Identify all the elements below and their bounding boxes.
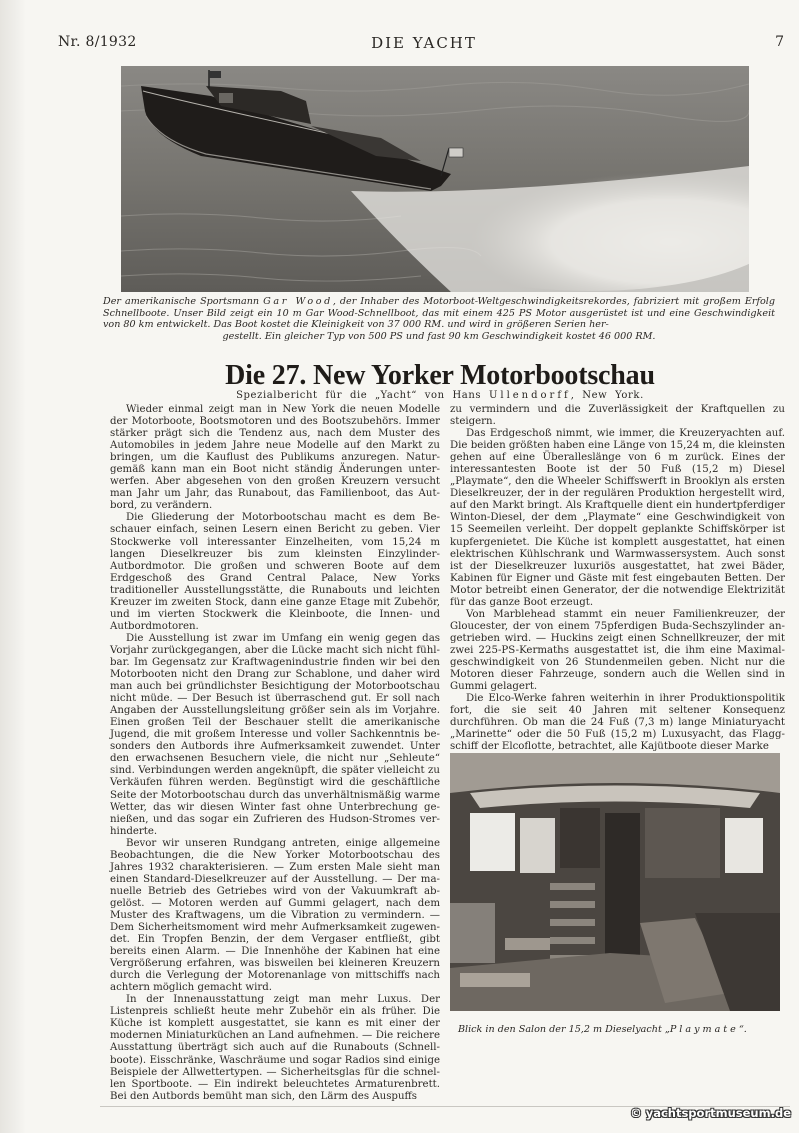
cabinet xyxy=(560,808,600,868)
issue-number: Nr. 8/1932 xyxy=(58,34,137,50)
article-subtitle xyxy=(100,390,780,401)
salon-photo-illustration xyxy=(450,753,780,1011)
page-number: 7 xyxy=(775,34,784,50)
salon-caption xyxy=(458,1024,778,1035)
salon-photo xyxy=(450,753,780,1011)
paragraph: In der Innenausstattung zeigt man mehr Luxus. Der Listenpreis schließt heute mehr Zubehör ein als früher. Die Küche ist komplett ausgestattet, sie kann es mit einer der modernen Miniaturküchen an Land aufnehmen. — Die reichere Ausstattung überträgt sich auch auf die Runabouts (Schnellboote). Eisschränke, Waschräume und sogar Radios sind einige Beispiele der Allwettertypen. — Sicherheitsglas für die schnellen Sportboote. — Ein indirekt beleuchtetes Armaturenbrett. Bei den Autbords bemüht man sich, den Lärm des Auspuffs xyxy=(110,994,440,1102)
window-right xyxy=(725,818,763,873)
yacht-name: Playmate xyxy=(669,1024,739,1035)
salon-caption-prefix: Blick in den Salon der 15,2 m Dieselyacht „ xyxy=(458,1024,670,1035)
paragraph: Das Erdgeschoß nimmt, wie immer, die Kreuzeryachten auf. Die beiden größten haben eine Länge von 15,24 m, die kleinsten gehen auf eine Überalleslänge von 6 m zurück. Eines der interessantesten Boote ist der 50 Fuß (15,2 m) Diesel „Playmate“, den die Wheeler Schiffswerft in Brooklyn als ersten Dieselkreuzer, der in der regulären Produktion hergestellt wird, auf den Markt bringt. Als Kraftquelle dient ein hundertpferdiger Winton-Diesel, der dem „Playmate“ eine Geschwindigkeit von 15 Seemeilen verleiht. Der doppelt geplankte Schiffskörper ist kupfergenietet. Die Küche ist komplett ausgestattet, hat einen elektrischen Kühlschrank und Warmwassersystem. Auch sonst ist der Dieselkreuzer luxuriös ausgestattet, hat zwei Bäder, Kabinen für Eigner und Gäste mit fest eingebauten Betten. Der Motor betreibt einen Generator, der die notwendige Elektrizität für das ganze Boot erzeugt. xyxy=(450,428,785,608)
subtitle-suffix: , New York. xyxy=(570,390,644,401)
article-title: Die 27. New Yorker Motorbootschau xyxy=(225,360,655,391)
paneled-wall xyxy=(645,808,720,878)
article-column-right xyxy=(450,404,785,753)
window-left-2 xyxy=(520,818,555,873)
paragraph: Die Gliederung der Motorbootschau macht es dem Beschauer einfach, seinen Lesern einen Bericht zu geben. Vier Stockwerke voll interessanter Einzelheiten, vom 15,24 m langen Dieselkreuzer bis zum kleinsten Einzylinder-Autbordmotor. Die großen und schweren Boote auf dem Erdgeschoß des Grand Central Palace, New Yorks traditioneller Ausstellungsstätte, die Runabouts und leichten Kreuzer im zweiten Stock, dann eine ganze Etage mit Zubehör, und im vierten Stockwerk die Kleinboote, die Innen- und Autbordmotoren. xyxy=(110,512,440,632)
chair-front xyxy=(460,973,530,987)
paragraph: Die Elco-Werke fahren weiterhin in ihrer Produktionspolitik fort, die sie seit 40 Jahren mit seltener Konsequenz durchführen. Ob man die 24 Fuß (7,3 m) lange Miniaturyacht „Marinette“ oder die 50 Fuß (15,2 m) Luxusyacht, das Flaggschiff der Elcoflotte, betrachtet, alle Kajütboote dieser Marke xyxy=(450,693,785,753)
paragraph: Die Ausstellung ist zwar im Umfang ein wenig gegen das Vorjahr zurückgegangen, aber die Lücke macht sich nicht fühlbar. Im Gegensatz zur Kraftwagenindustrie finden wir bei den Motorbooten nicht den Drang zur Schablone, und daher wird man auch bei gründlichster Besichtigung der Motorbootschau nicht müde. — Der Besuch ist überraschend gut. Er soll nach Angaben der Ausstellungsleitung größer sein als im Vorjahre. Einen großen Teil der Beschauer stellt die amerikanische Jugend, die mit großem Interesse und voller Sachkenntnis besonders den Autbords ihre Aufmerksamkeit zuwendet. Unter den erwachsenen Besuchern viele, die nicht nur „Sehleute“ sind. Verbindungen werden angeknüpft, die später vielleicht zu Verkäufen führen werden. Begünstigt wird die geschäftliche Seite der Motorbootschau durch das unverhältnismäßig warme Wetter, das wir diesen Winter fast ohne Unterbrechung genießen, und das sogar ein Zufrieren des Hudson-Stromes verhinderte. xyxy=(110,632,440,837)
paragraph: Wieder einmal zeigt man in New York die neuen Modelle der Motorboote, Bootsmotoren und des Bootszubehörs. Immer stärker prägt sich die Tendenz aus, nach dem Muster des Automobiles in jedem Jahre neue Modelle auf den Markt zu bringen, um die Kauflust des Publikums anzuregen. Naturgemäß kann man ein Boot nicht ständig Änderungen unterwerfen. Aber abgesehen von den großen Kreuzern versucht man Jahr um Jahr, das Runabout, das Familienboot, das Autbord, zu verändern. xyxy=(110,404,440,512)
paragraph: Von Marblehead stammt ein neuer Familienkreuzer, der Gloucester, der von einem 75pferdigen Buda-Sechszylinder angetrieben wird. — Huckins zeigt einen Schnellkreuzer, der mit zwei 225-PS-Kermaths ausgestattet ist, die ihm eine Maximalgeschwindigkeit von 26 Stundenmeilen geben. Nicht nur die Motoren dieser Fahrzeuge, sondern auch die Wellen sind in Gummi gelagert. xyxy=(450,608,785,693)
speedboat-caption xyxy=(103,296,775,342)
speedboat-photo-illustration xyxy=(121,66,749,292)
speedboat-photo xyxy=(121,66,749,292)
caption-text: , der Inhaber des Motorboot-Weltgeschwindigkeitsrekordes, fabriziert mit großem Erfolg Schnellboote. Unser Bild zeigt ein 10 m Gar Wood-Schnellboot, das mit einem 425 PS Motor ausgerüstet ist und eine Geschwindigkeit von 80 km entwickelt. Das Boot kostet die Kleinigkeit von 37 000 RM. und wird in größeren Serien her- xyxy=(103,296,775,331)
paragraph-continuation: zu vermindern und die Zuverlässigkeit der Kraftquellen zu steigern. xyxy=(450,404,785,428)
running-header xyxy=(58,34,790,54)
magazine-title: DIE YACHT xyxy=(371,34,477,52)
salon-caption-suffix: “. xyxy=(738,1024,747,1035)
author-name: Ullendorff xyxy=(488,390,571,401)
copyright-watermark: © yachtsportmuseum.de xyxy=(630,1106,791,1120)
subtitle-prefix: Spezialbericht für die „Yacht“ von Hans xyxy=(236,390,489,401)
page-binding-edge xyxy=(0,0,26,1133)
sideboard xyxy=(450,903,495,963)
caption-name-gar-wood: Gar Wood xyxy=(263,296,333,307)
article-column-left xyxy=(110,404,440,1103)
caption-last-line: gestellt. Ein gleicher Typ von 500 PS und fast 90 km Geschwindigkeit kostet 46 000 RM. xyxy=(222,330,656,342)
paragraph: Bevor wir unseren Rundgang antreten, einige allgemeine Beobachtungen, die die New Yorker Motorbootschau des Jahres 1932 charakterisieren. — Zum ersten Male sieht man einen Standard-Dieselkreuzer auf der Ausstellung. — Der manuelle Betrieb des Getriebes wird von der Vakuumkraft abgelöst. — Motoren werden auf Gummi gelagert, nach dem Muster des Kraftwagens, um die Vibration zu vermindern. — Dem Sicherheitsmoment wird mehr Aufmerksamkeit zugewendet. Ein Tropfen Benzin, der dem Vergaser entfließt, gibt bereits einen Alarm. — Die Innenhöhe der Kabinen hat eine Vergrößerung erfahren, was bisweilen bei kleineren Kreuzern durch die Verlegung der Motorenanlage von mittschiffs nach achtern möglich gemacht wird. xyxy=(110,837,440,994)
doorway xyxy=(605,813,640,963)
window-left xyxy=(470,813,515,871)
caption-text: Der amerikanische Sportsmann xyxy=(103,296,264,307)
chair xyxy=(505,938,550,950)
